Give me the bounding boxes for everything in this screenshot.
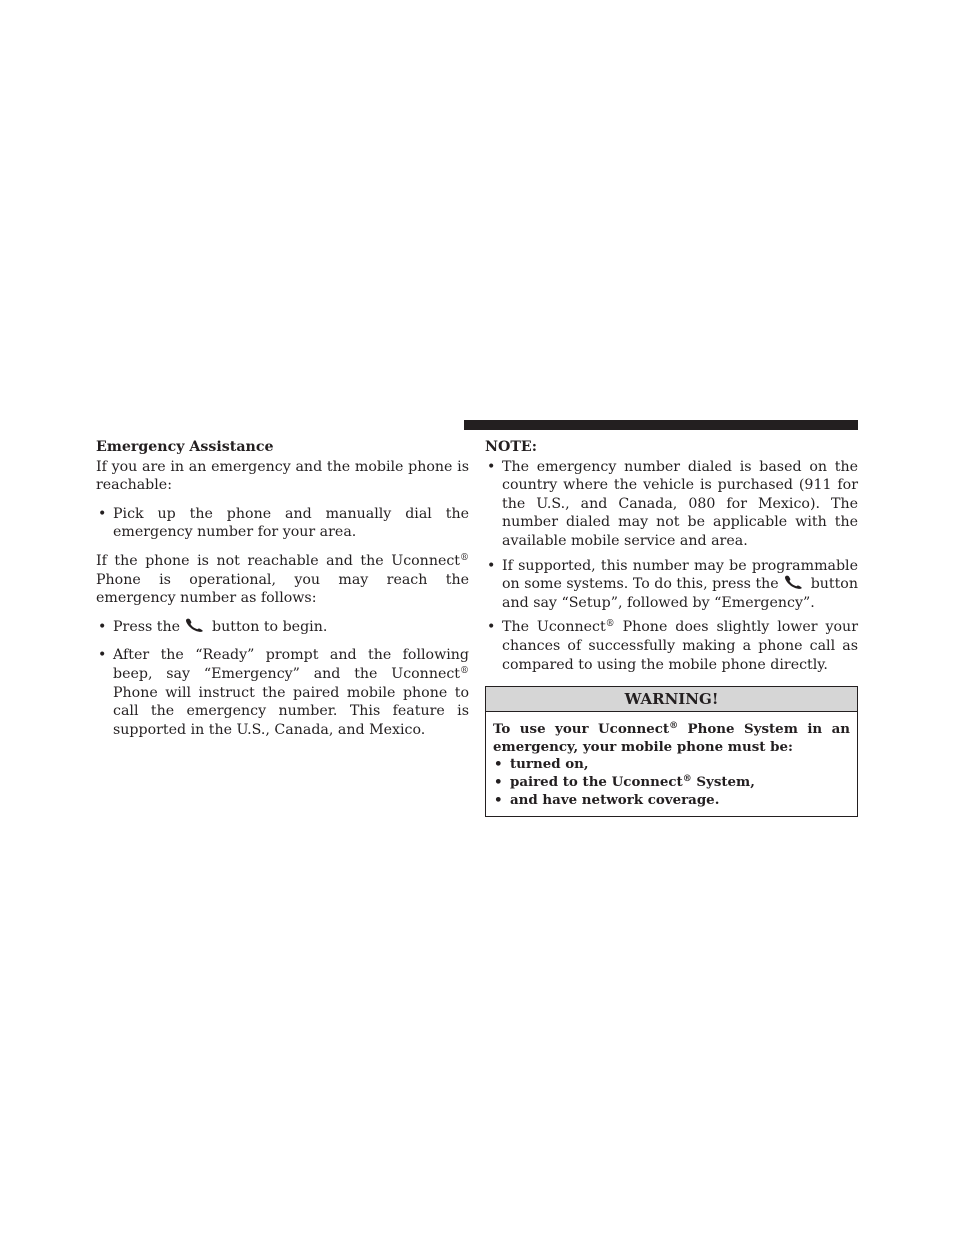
note-item-programmable [485,557,858,613]
bullet-symbol: • [98,618,107,635]
note-item-text: The emergency number dialed is based on the country where the vehicle is purchased (911 for the U.S., and Canada, 080 for Mexico). The number dialed may not be applicable with the available mobile service and area. [502,458,858,549]
list-item-press-phone [96,618,469,637]
bullet-symbol: • [494,773,503,790]
spacer [96,636,469,646]
warning-item-text: and have network coverage. [510,791,720,808]
right-column [485,438,858,817]
list-item-text: button to begin. [212,618,328,635]
bullet-symbol: • [487,557,496,574]
bullet-symbol: • [487,458,496,475]
note-label: NOTE: [485,439,537,455]
spacer [96,608,469,618]
note-item-text: The Uconnect [502,619,606,636]
warning-item-network [493,792,850,810]
paragraph-text: If the phone is not reachable and the Uconnect [96,552,460,569]
bullet-symbol: • [494,791,503,808]
list-item-text: Pick up the phone and manually dial the emergency number for your area. [113,505,469,541]
list-item-ready-prompt [96,646,469,739]
section-header-bar [464,420,858,430]
warning-item-text: paired to the Uconnect [510,773,683,790]
list-item-manual-dial [96,505,469,542]
spacer [96,495,469,505]
note-item-text: If supported, this number may be programmable on some systems. To do this, press the [502,557,858,593]
registered-mark: ® [460,552,469,563]
registered-mark: ® [682,773,692,784]
phone-handset-icon [185,618,205,632]
spacer [96,542,469,552]
not-reachable-paragraph [96,552,469,608]
warning-text: To use your Uconnect [493,721,670,738]
list-item-text: Press the [113,618,181,635]
registered-mark: ® [460,665,469,676]
warning-title: WARNING! [486,687,857,712]
bullet-symbol: • [98,505,107,522]
list-item-text: After the “Ready” prompt and the following beep, say “Emergency” and the Uconnect [113,647,469,682]
warning-body [486,712,857,816]
warning-box [485,686,858,817]
note-item-dialed-number [485,458,858,551]
warning-intro [493,721,850,756]
registered-mark: ® [605,619,615,630]
registered-mark: ® [669,721,679,732]
note-item-lower-chances [485,618,858,674]
warning-item-text: turned on, [510,756,589,773]
paragraph-text: Phone is operational, you may reach the emergency number as follows: [96,571,469,607]
bullet-symbol: • [487,619,496,636]
left-column [96,438,469,739]
note-item-text: Phone does slightly lower your chances of successfully making a phone call as compared to using the mobile phone directly. [502,619,858,673]
warning-item-text: System, [691,773,755,790]
bullet-symbol: • [98,647,107,664]
phone-handset-icon [784,575,804,589]
intro-paragraph: If you are in an emergency and the mobile phone is reachable: [96,458,469,494]
warning-text: Phone System in an emergency, your mobile phone must be: [493,721,850,755]
note-item-text: button and say “Setup”, followed by “Emergency”. [502,576,858,611]
section-heading: Emergency Assistance [96,439,274,455]
warning-item-paired [493,774,850,792]
list-item-text: Phone will instruct the paired mobile phone to call the emergency number. This feature is supported in the U.S., Canada, and Mexico. [113,684,469,738]
bullet-symbol: • [494,756,503,773]
warning-item-turned-on [493,756,850,774]
